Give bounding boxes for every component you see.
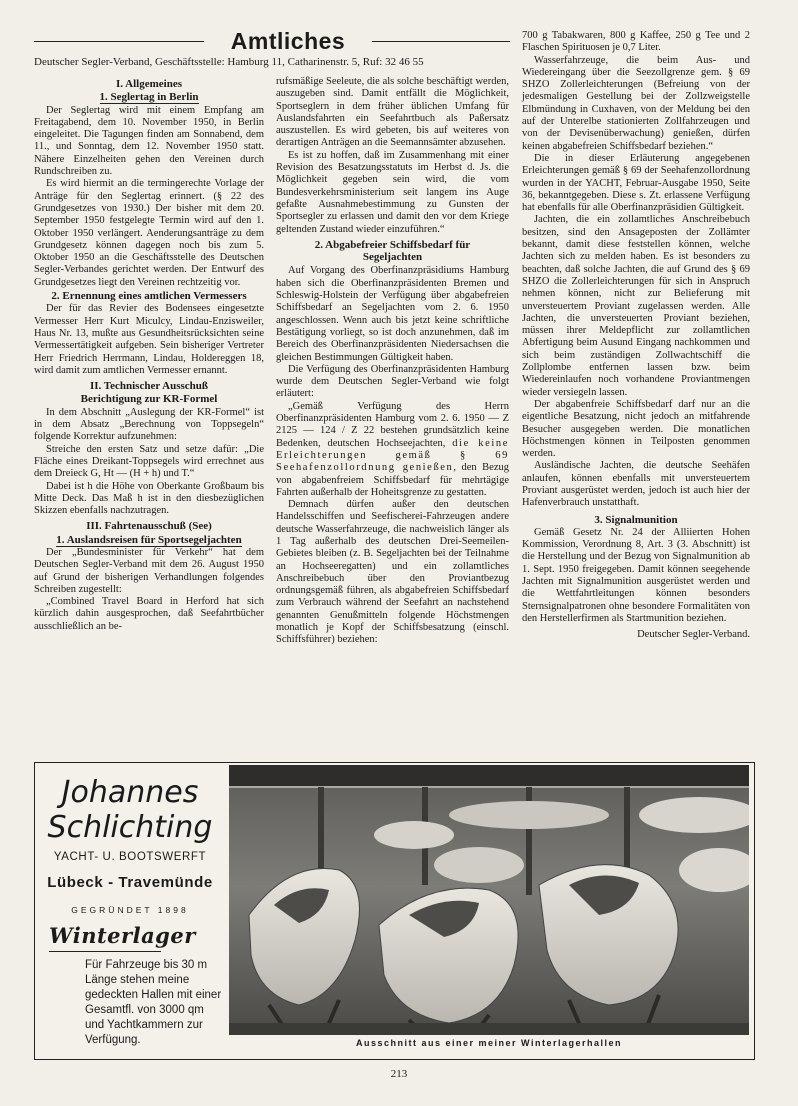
paragraph: Wasserfahrzeuge, die beim Aus- und Wiedereingang über die Seezollgrenze gem. § 69 SHZO Zollerleichterungen (Befreiung von der jedesmaligen Gestellung bei der Zollzweigstelle Elbmündung in Cuxhaven, von der Meldung bei den auf der Unterelbe stationierten Zollfahrzeugen und von der Devisenüberwachung) genießen, dürfen keinen abgabefreien Schiffsbedarf beziehen.“ [522, 54, 750, 152]
paragraph: Es ist zu hoffen, daß im Zusammenhang mit einer Revision des Besatzungsstatuts im Herbst d. Js. die Möglichkeit gegeben sein wird, die vom Bundesverkehrsministerium seit langem ins Auge gefaßte Ausnahmebestimmung zu Gunsten der Sportsegler zu erlassen und damit den vor dem Kriege geltenden Zustand wieder einzuführen.“ [276, 149, 509, 235]
section-title: Amtliches [230, 28, 346, 54]
paragraph-verfuegung [276, 401, 509, 499]
ad-name-line-2: Schlichting [47, 810, 213, 845]
advertisement [34, 762, 755, 1060]
boat-hall-photo [229, 765, 749, 1035]
emphasized-text: die keine Erleichterungen gemäß § 69 Seehafenzollordnung genießen [276, 437, 510, 474]
ad-name-line-1: Johannes [61, 775, 199, 810]
paragraph: Ausländische Jachten, die deutsche Seehäfen anlaufen, können ebenfalls mit unversteuertem Proviant ausgerüstet werden, jedoch ist auch hier der Hafenverbrauch unstatthaft. [522, 460, 750, 509]
heading-technischer-ausschuss: II. Technischer Ausschuß [89, 380, 209, 393]
heading-seglertag [34, 91, 264, 103]
ad-text-panel [35, 763, 225, 1059]
paragraph: Auf Vorgang des Oberfinanzpräsidiums Hamburg haben sich die Oberfinanzpräsidenten Bremen und Schleswig-Holstein der Verfügung über abgabefreien Schiffsbedarf an Segeljachten vom 2. 6. 1950 angeschlossen. Wenn auch bis jetzt keine schriftliche Bestätigung vorliegt, so ist doch anzunehmen, daß im Bereich des Oberfinanzpräsidenten Niedersachsen die gleichen Bestimmungen Gültigkeit haben. [276, 265, 509, 363]
ad-business-type: YACHT- U. BOOTSWERFT [53, 851, 207, 863]
ad-winterlager-heading: Winterlager [49, 923, 196, 948]
paragraph: In dem Abschnitt „Auslegung der KR-Formel“ ist in dem Absatz „Berechnung von Toppsegeln“ folgende Korrektur aufzunehmen: [34, 406, 264, 443]
text-column-1 [34, 76, 264, 633]
page-number: 213 [390, 1068, 408, 1080]
boat-hall-illustration [229, 765, 749, 1035]
paragraph: Die in dieser Erläuterung angegebenen Erleichterungen gemäß § 69 der Seehafenzollordnung wurden in der YACHT, Februar-Ausgabe 1950, Seite 36, bekanntgegeben. Diese s. Zt. erlassene Verfügung hat ebenfalls für alle Oberfinanzpräsidien Gültigkeit. [522, 152, 750, 214]
paragraph: Demnach dürfen außer den deutschen Handelsschiffen und Seefischerei-Fahrzeugen andere deutsche Wasserfahrzeuge, die nachweislich länger als 1 Tag außerhalb des deutschen Drei-Seemeilen-Gebietes bleiben (z. B. Segeljachten bei der Teilnahme an Hochseeregatten) und ein zollamtliches Anschreibebuch über den Proviantbezug ordnungsgemäß führen, als abgabefreien Schiffsbedarf zum Verbrauch während der Seefahrt an nachstehend genannten Genußmitteln folgende Höchstmengen monatlich je Kopf der Schiffsbesatzung (einschl. Schiffsführer) beziehen: [276, 499, 509, 646]
heading-allgemeines: I. Allgemeines [116, 78, 182, 90]
text-column-2 [276, 76, 509, 647]
section-subtitle: Deutscher Segler-Verband, Geschäftsstelle: Hamburg 11, Catharinenstr. 5, Ruf: 32 46 55 [34, 56, 424, 68]
section-header [34, 30, 510, 54]
paragraph: Die Verfügung des Oberfinanzpräsidenten Hamburg wurde dem Deutschen Segler-Verband wie folgt erläutert: [276, 363, 509, 400]
paragraph: Gemäß Gesetz Nr. 24 der Alliierten Hohen Kommission, Verordnung 8, Art. 3 (3. Abschnitt) ist die Herstellung und der Bezug von Signalmunition ab 1. Sept. 1950 freigegeben. Damit können seegehende Jachten mit Signalmunition ausgerüstet werden und die Wettfahrtleitungen können besonders Sternsignalpatronen ohne besondere Formalitäten von den Herstellerfirmen als Startmunition beziehen. [522, 526, 750, 624]
paragraph: Der abgabenfreie Schiffsbedarf darf nur an die eigentliche Besatzung, nicht jedoch an mitfahrende Besucher ausgegeben werden. Die monatlichen Höchstmengen können in Teilposten genommen werden. [522, 398, 750, 460]
heading-auslandsreisen-text: 1. Auslandsreisen für Sportsegeljachten [56, 533, 242, 546]
heading-kr-formel: Berichtigung zur KR-Formel [80, 393, 218, 406]
heading-signalmunition: 3. Signalmunition [594, 513, 678, 526]
signature: Deutscher Segler-Verband. [637, 629, 750, 641]
heading-fahrtenausschuss: III. Fahrtenausschuß (See) [86, 520, 212, 533]
paragraph: „Combined Travel Board in Herford hat sich kürzlich dahin ausgesprochen, daß Seefahrtbücher ausschließlich an be- [34, 596, 264, 632]
paragraph: rufsmäßige Seeleute, die als solche beschäftigt werden, auszugeben sind. Damit entfällt die Möglichkeit, Sportseglern in dem früher üblichen Umfang für Auslandsfahrten ein Seefahrtbuch als Paßersatz auszustellen. Es wird gebeten, bis auf weiteres von derartigen Anträgen an die Seemannsämter abzusehen. [276, 76, 509, 149]
paragraph: Streiche den ersten Satz und setze dafür: „Die Fläche eines Dreikant-Toppsegels wird errechnet aus dem Dreieck G, Ht — (H + h) und T.“ [34, 443, 264, 480]
ad-founded: GEGRÜNDET 1898 [71, 905, 189, 915]
header-rule-left [34, 41, 204, 42]
ad-heading-underline [49, 951, 161, 952]
heading-auslandsreisen [34, 534, 264, 546]
heading-schiffsbedarf: 2. Abgabefreier Schiffsbedarf für Segeljachten [314, 238, 471, 264]
paragraph: 700 g Tabakwaren, 800 g Kaffee, 250 g Tee und 2 Flaschen Spirituosen je 0,7 Liter. [522, 30, 750, 54]
heading-seglertag-text: 1. Seglertag in Berlin [99, 91, 199, 104]
paragraph: Der „Bundesminister für Verkehr“ hat dem Deutschen Segler-Verband mit dem 26. August 1950 auf Grund der bisherigen Verhandlungen folgendes Schreiben zugestellt: [34, 546, 264, 595]
text-run: , den Bezug von abgabenfreiem Schiffsbedarf für mehrtägige Fahrten außerhalb der Hoheitsgrenze zu gestatten. [276, 462, 509, 498]
paragraph: Es wird hiermit an die termingerechte Vorlage der Anträge für den Seglertag erinnert. (§ 22 des Grundgesetzes von 1930.) Der bisher mit dem 20. September 1950 festgelegte Termin wird auf den 1. Oktober 1950 verlängert. Aenderungsanträge zu dem Grundgesetz können dagegen noch bis zum 5. Oktober 1950 an die Geschäftsstelle des Deutschen Segler-Verbandes gerichtet werden. Der Entwurf des Grundgesetzes liegt den Vereinen rechtzeitig vor. [34, 178, 264, 288]
ad-location: Lübeck - Travemünde [47, 874, 213, 891]
text-column-3 [522, 30, 750, 642]
paragraph: Dabei ist h die Höhe von Oberkante Großbaum bis Mitte Deck. Das Maß h ist in den diesbezüglichen Skizzen ebenfalls nachzutragen. [34, 480, 264, 517]
ad-company-name [35, 775, 225, 845]
paragraph: Jachten, die ein zollamtliches Anschreibebuch besitzen, sind den Ansageposten der Zollämter bekannt, damit diese feststellen können, welche Jachten sich zu melden haben. Es ist besonders zu beachten, daß solche Jachten, die auf Grund des § 69 SHZO die Zollerleichterungen für sich in Anspruch nehmen können, nicht zur Belieferung mit unversteuertem Proviant zugelassen werden. Alle Jachten, die unversteuerten Proviant beziehen, müssen ihrer Meldepflicht zur zollamtlichen Abfertigung beim Ausund Eingang nachkommen und sich beim zuständigen Zollwachtschiff die Zollplombe entfernen lassen bzw. beim Wiedereinlaufen noch vorhandene Proviantmengen wieder versiegeln lassen. [522, 214, 750, 398]
text-run: „Gemäß Verfügung des Herrn Oberfinanzpräsidenten Hamburg vom 2. 6. 1950 — Z 2125 — 124 / Z 22 bestehen grundsätzlich keine Bedenken, deutschen Hochseejachten, [276, 400, 509, 449]
heading-vermesser: 2. Ernennung eines amtlichen Vermessers [51, 290, 247, 303]
photo-caption: Ausschnitt aus einer meiner Winterlagerhallen [356, 1038, 622, 1048]
ad-description: Für Fahrzeuge bis 30 m Länge stehen meine gedeckten Hallen mit einer Gesamtfl. von 3000 qm und Yachtkammern zur Verfügung. [85, 959, 222, 1046]
paragraph: Der Seglertag wird mit einem Empfang am Freitagabend, dem 10. November 1950, in Berlin eingeleitet. Die Tagungen finden am Sonnabend, dem 11., und Sonntag, dem 12. November 1950 statt. Nähere Einzelheiten gehen den Vereinen durch Rundschreiben zu. [34, 104, 264, 178]
paragraph: Der für das Revier des Bodensees eingesetzte Vermesser Herr Kurt Miculcy, Lindau-Enzisweiler, Haus Nr. 13, mußte aus Gesundheitsrücksichten seine Vermessertätigkeit aufgeben. Sein bisheriger Vertreter Herr Friedrich Herrmann, Lindau, Holdereggen 18, wird damit zum amtlichen Vermesser ernannt. [34, 303, 264, 376]
header-rule-right [372, 41, 510, 42]
